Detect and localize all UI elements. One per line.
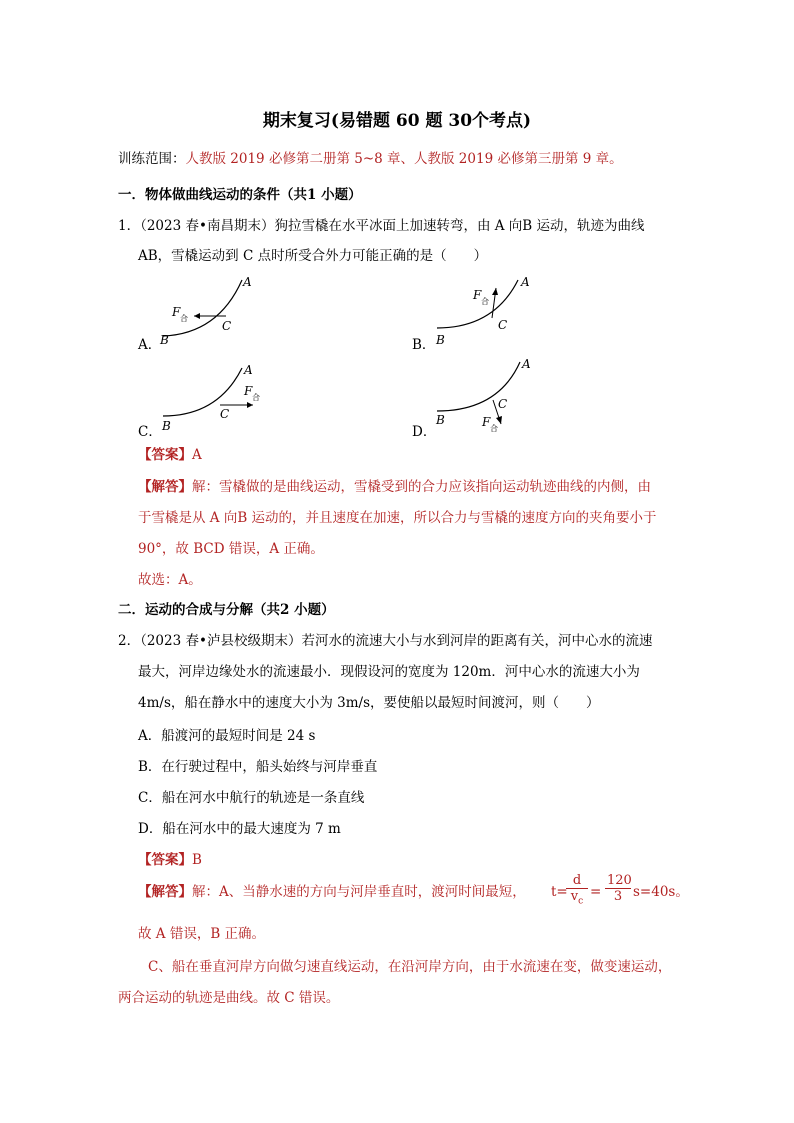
velocity-subscript: c: [578, 896, 584, 907]
q2-stem-line3: 4m/s，船在静水中的速度大小为 3m/s，要使船以最短时间渡河，则（ ）: [138, 695, 600, 711]
q2-analysis-line2: 故 A 错误，B 正确。: [138, 926, 266, 942]
analysis-tag: 【解答】: [138, 884, 192, 900]
section-heading-2: 二．运动的合成与分解（共2 小题）: [118, 602, 335, 618]
fraction-denominator: 3: [613, 889, 623, 904]
point-b-label: B: [162, 419, 171, 433]
force-subscript: 合: [180, 314, 188, 323]
formula-lhs: t=: [551, 884, 568, 900]
point-a-label: A: [522, 357, 531, 371]
velocity-symbol: v: [570, 889, 579, 904]
analysis-tag: 【解答】: [138, 479, 192, 495]
q2-answer: [138, 851, 202, 869]
point-c-label: C: [220, 407, 230, 421]
q1-option-b-figure[interactable]: [432, 272, 552, 352]
q2-stem-line1: 2．（2023 春•泸县校级期末）若河水的流速大小与水到河岸的距离有关，河中心水的流速: [118, 633, 653, 649]
q1-option-c-figure[interactable]: [158, 362, 278, 442]
q1-option-a-label[interactable]: A．: [138, 337, 162, 353]
section-heading-1: 一．物体做曲线运动的条件（共1 小题）: [118, 187, 362, 203]
q1-option-d-label[interactable]: D．: [412, 424, 437, 440]
q1-analysis-line3: 90°，故 BCD 错误，A 正确。: [138, 541, 324, 557]
force-subscript: 合: [490, 424, 498, 433]
q1-stem-line1: 1．（2023 春•南昌期末）狗拉雪橇在水平冰面上加速转弯，由 A 向B 运动，轨迹为曲线: [118, 218, 645, 234]
q1-option-a-figure[interactable]: [158, 272, 278, 352]
point-a-label: A: [244, 363, 253, 377]
training-scope: [118, 150, 623, 168]
point-c-label: C: [498, 397, 508, 411]
point-a-label: A: [521, 275, 530, 289]
point-b-label: B: [436, 333, 445, 347]
force-label: F: [473, 288, 482, 302]
answer-tag: 【答案】: [138, 852, 192, 868]
q2-option-a[interactable]: A．船渡河的最短时间是 24 s: [138, 728, 316, 744]
q1-choice: 故选：A。: [138, 572, 202, 588]
q1-option-d-figure[interactable]: [432, 356, 552, 436]
q1-analysis-line2: 于雪橇是从 A 向B 运动的，并且速度在加速，所以合力与雪橇的速度方向的夹角要小于: [138, 510, 657, 526]
point-c-label: C: [498, 318, 508, 332]
analysis-text: 解：A、当静水速的方向与河岸垂直时，渡河时间最短，: [192, 884, 526, 900]
formula-rhs: s=40s。: [633, 884, 689, 900]
q1-option-b-label[interactable]: B．: [412, 337, 436, 353]
scope-text: 人教版 2019 必修第二册第 5~8 章、人教版 2019 必修第三册第 9 章。: [185, 151, 623, 167]
answer-tag: 【答案】: [138, 447, 192, 463]
point-c-label: C: [222, 319, 232, 333]
fraction-numerator: d: [566, 874, 588, 889]
answer-value: A: [192, 447, 202, 463]
q2-analysis-line1: [138, 883, 526, 901]
q1-option-c-label[interactable]: C．: [138, 424, 162, 440]
analysis-text: 解：雪橇做的是曲线运动，雪橇受到的合力应该指向运动轨迹曲线的内侧，由: [192, 479, 651, 495]
q2-option-c[interactable]: C．船在河水中航行的轨迹是一条直线: [138, 790, 365, 806]
force-label: F: [482, 415, 491, 429]
force-label: F: [172, 305, 181, 319]
q1-analysis-line1: [138, 478, 651, 496]
point-b-label: B: [436, 413, 445, 427]
q2-analysis-line4: 两合运动的轨迹是曲线。故 C 错误。: [118, 990, 340, 1006]
q2-option-b[interactable]: B．在行驶过程中，船头始终与河岸垂直: [138, 759, 378, 775]
q1-stem-line2: AB，雪橇运动到 C 点时所受合外力可能正确的是（ ）: [138, 248, 488, 264]
formula-fraction-d-over-vc: [566, 874, 588, 910]
q2-analysis-line3: C、船在垂直河岸方向做匀速直线运动，在沿河岸方向，由于水流速在变，做变速运动，: [148, 959, 672, 975]
q2-option-d[interactable]: D．船在河水中的最大速度为 7 m: [138, 821, 341, 837]
point-b-label: B: [160, 333, 169, 347]
force-subscript: 合: [252, 393, 260, 402]
q2-stem-line2: 最大，河岸边缘处水的流速最小．现假设河的宽度为 120m．河中心水的流速大小为: [138, 664, 640, 680]
fraction-denominator: [566, 889, 588, 910]
formula-fraction-120-over-3: [605, 874, 631, 905]
answer-value: B: [192, 852, 202, 868]
fraction-numerator: 120: [607, 873, 632, 888]
q1-answer: [138, 446, 202, 464]
scope-label: 训练范围：: [118, 151, 186, 167]
force-label: F: [244, 384, 253, 398]
page-title: 期末复习(易错题 60 题 30个考点): [262, 111, 532, 131]
formula-equals: =: [590, 884, 602, 900]
point-a-label: A: [243, 275, 252, 289]
force-subscript: 合: [481, 297, 489, 306]
